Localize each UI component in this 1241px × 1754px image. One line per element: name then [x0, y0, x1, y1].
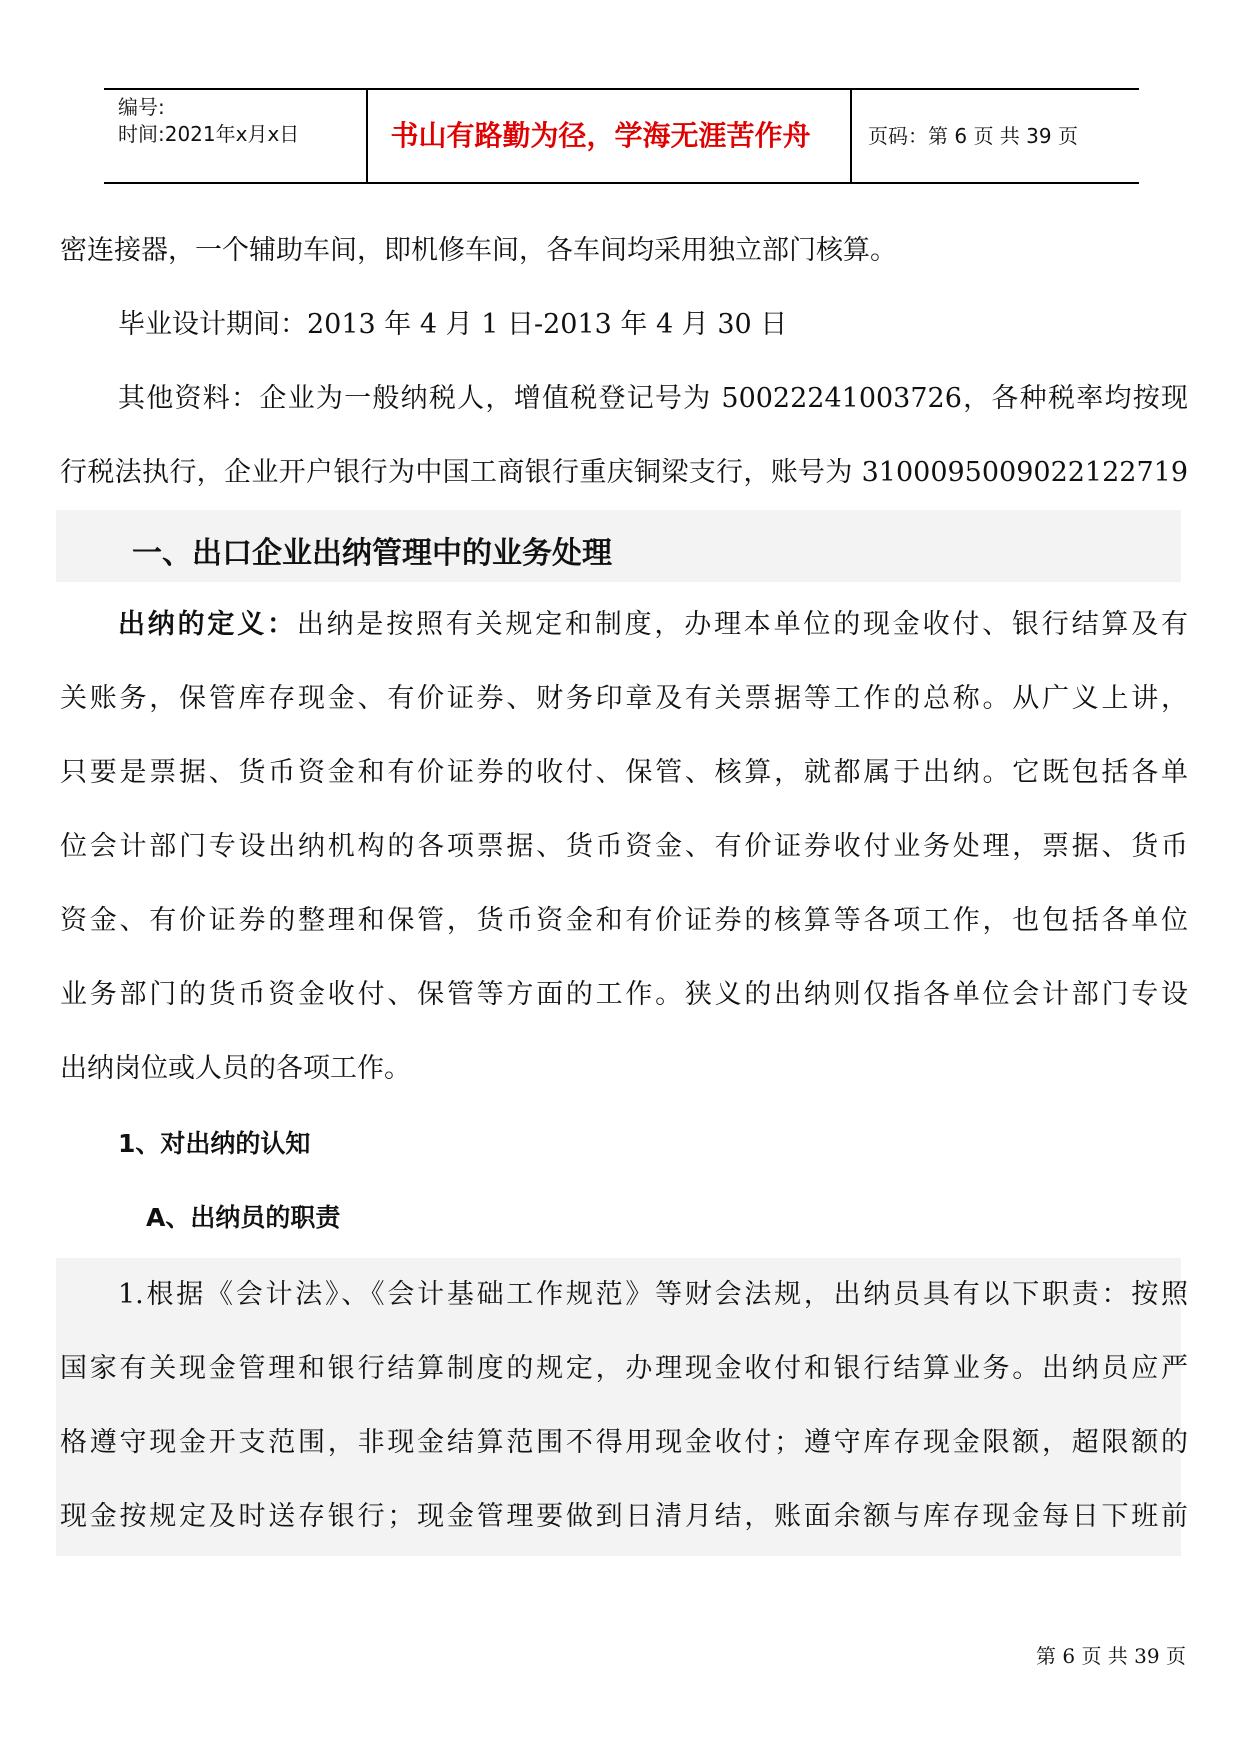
- subsubsection-heading: A、出纳员的职责: [146, 1203, 341, 1232]
- definition-label: 出纳的定义：: [118, 609, 297, 640]
- design-period: 毕业设计期间：2013 年 4 月 1 日-2013 年 4 月 30 日: [118, 309, 788, 340]
- definition-line: 位会计部门专设出纳机构的各项票据、货币资金、有价证券收付业务处理，票据、货币: [60, 831, 1188, 862]
- other-info-line: 其他资料：企业为一般纳税人，增值税登记号为 50022241003726，各种税率均按现: [118, 383, 1188, 414]
- definition-line: 关账务，保管库存现金、有价证券、财务印章及有关票据等工作的总称。从广义上讲，: [60, 683, 1188, 714]
- header-page-code: 页码：第 6 页 共 39 页: [868, 124, 1078, 148]
- other-info-line: 行税法执行，企业开户银行为中国工商银行重庆铜梁支行，账号为 3100095009022122719: [60, 457, 1188, 488]
- subsection-heading: 1、对出纳的认知: [118, 1129, 311, 1158]
- section-heading: 一、出口企业出纳管理中的业务处理: [132, 536, 612, 571]
- definition-line: 业务部门的货币资金收付、保管等方面的工作。狭义的出纳则仅指各单位会计部门专设: [60, 979, 1188, 1010]
- document-number-label: 编号:: [118, 95, 165, 119]
- duty-line: 1.根据《会计法》、《会计基础工作规范》等财会法规，出纳员具有以下职责：按照: [118, 1279, 1188, 1310]
- header-meta: [118, 94, 299, 148]
- page-header: [104, 88, 1139, 184]
- body-line: 密连接器，一个辅助车间，即机修车间，各车间均采用独立部门核算。: [60, 235, 897, 266]
- document-time-label: 时间:2021年x月x日: [118, 122, 300, 146]
- header-motto: 书山有路勤为径，学海无涯苦作舟: [390, 119, 811, 152]
- definition-line: 资金、有价证券的整理和保管，货币资金和有价证券的核算等各项工作，也包括各单位: [60, 905, 1188, 936]
- header-divider-right: [850, 90, 852, 184]
- definition-line: 出纳岗位或人员的各项工作。: [60, 1053, 411, 1084]
- duty-line: 国家有关现金管理和银行结算制度的规定，办理现金收付和银行结算业务。出纳员应严: [60, 1353, 1188, 1384]
- definition-line: [118, 602, 1188, 641]
- definition-text: 出纳是按照有关规定和制度，办理本单位的现金收付、银行结算及有: [296, 609, 1189, 640]
- duty-line: 现金按规定及时送存银行；现金管理要做到日清月结，账面余额与库存现金每日下班前: [60, 1501, 1188, 1532]
- definition-line: 只要是票据、货币资金和有价证券的收付、保管、核算，就都属于出纳。它既包括各单: [60, 757, 1188, 788]
- page-footer: 第 6 页 共 39 页: [1036, 1644, 1186, 1668]
- duty-line: 格遵守现金开支范围，非现金结算范围不得用现金收付；遵守库存现金限额，超限额的: [60, 1427, 1188, 1458]
